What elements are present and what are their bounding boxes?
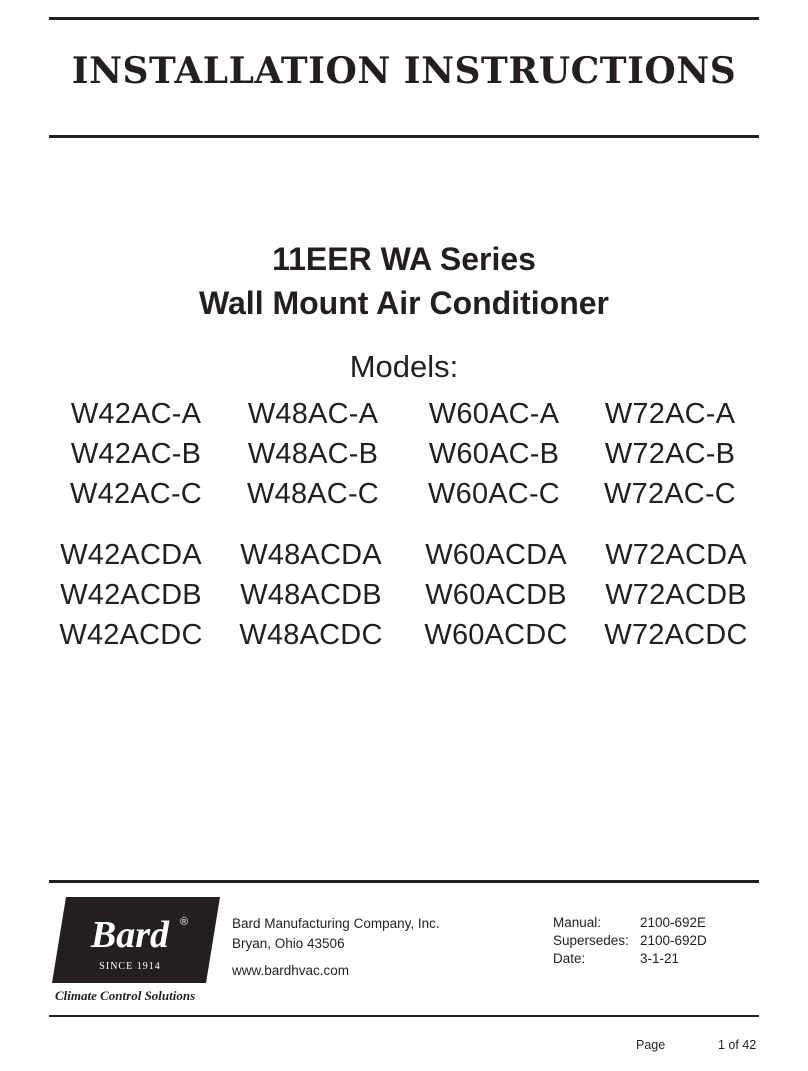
bard-logo (52, 897, 220, 983)
manual-info (553, 914, 707, 968)
model-number: W48AC-A (247, 398, 379, 430)
model-number: W42ACDB (60, 579, 202, 611)
model-number: W72AC-C (604, 478, 736, 510)
model-number: W72AC-A (604, 398, 736, 430)
model-number: W48ACDB (240, 579, 382, 611)
model-number: W60ACDA (425, 539, 567, 571)
date-label: Date: (553, 951, 586, 966)
model-number: W60ACDB (425, 579, 567, 611)
model-number: W72AC-B (604, 438, 736, 470)
model-number: W60ACDC (424, 619, 568, 651)
footer-rule (49, 880, 759, 883)
model-number: W60AC-C (428, 478, 560, 510)
manual-value: 2100-692E (640, 915, 707, 930)
models-label: Models: (349, 349, 459, 384)
bottom-rule (49, 1015, 759, 1017)
company-url[interactable]: www.bardhvac.com (232, 963, 350, 978)
model-number: W42AC-B (70, 438, 202, 470)
supersedes-value: 2100-692D (640, 933, 707, 948)
model-number: W42AC-C (70, 478, 202, 510)
document-title: INSTALLATION INSTRUCTIONS (71, 50, 737, 92)
supersedes-label: Supersedes: (553, 933, 629, 948)
model-number: W42ACDA (60, 539, 202, 571)
company-address: Bryan, Ohio 43506 (232, 936, 345, 951)
logo-brand: Bard (90, 914, 170, 956)
model-number: W42AC-A (70, 398, 202, 430)
page-label: Page (636, 1038, 666, 1052)
model-number: W72ACDA (605, 539, 747, 571)
logo-registered: ® (180, 916, 189, 928)
company-name: Bard Manufacturing Company, Inc. (232, 916, 440, 931)
logo-tagline: Climate Control Solutions (55, 988, 196, 1003)
model-number: W48AC-B (247, 438, 379, 470)
model-number: W42ACDC (59, 619, 203, 651)
page-number: 1 of 42 (718, 1038, 757, 1052)
model-number: W48ACDC (239, 619, 383, 651)
company-info (232, 914, 440, 981)
model-number: W48ACDA (240, 539, 382, 571)
date-value: 3-1-21 (640, 951, 680, 966)
model-number: W72ACDC (604, 619, 748, 651)
logo-since: SINCE 1914 (99, 961, 161, 972)
model-number: W72ACDB (605, 579, 747, 611)
model-number: W48AC-C (247, 478, 379, 510)
manual-label: Manual: (553, 915, 602, 930)
series-name: 11EER WA Series (272, 241, 536, 277)
model-number: W60AC-B (428, 438, 560, 470)
product-name: Wall Mount Air Conditioner (198, 285, 609, 321)
model-number: W60AC-A (428, 398, 560, 430)
